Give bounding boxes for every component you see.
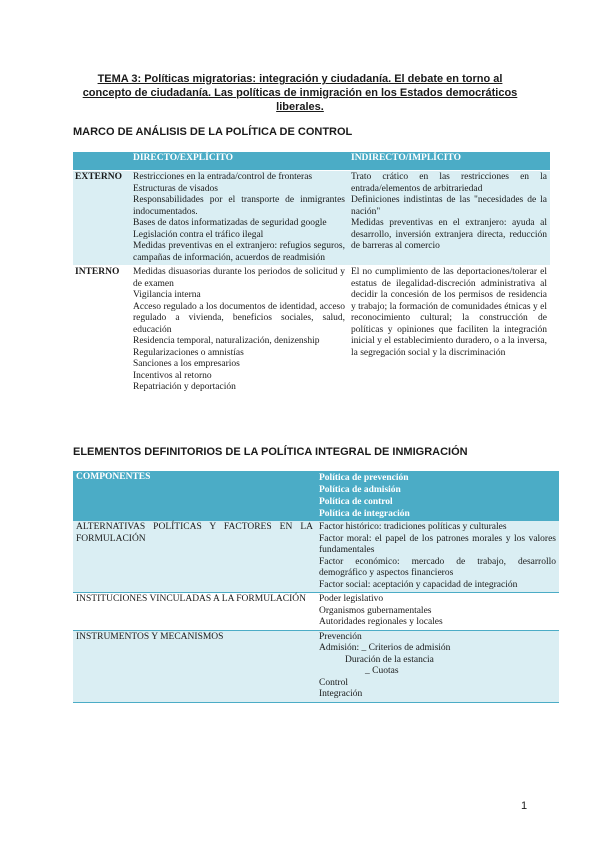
list-item: Legislación contra el tráfico ilegal: [133, 229, 264, 240]
row-label-externo: EXTERNO: [73, 171, 130, 266]
list-item: Sanciones a los empresarios: [133, 359, 240, 369]
list-item: Factor histórico: tradiciones políticas y culturales: [319, 522, 507, 532]
items-cell: [316, 630, 559, 702]
table-header-row: [73, 471, 559, 521]
items-cell: [316, 593, 559, 631]
externo-direct-cell: [130, 171, 348, 266]
policy-item: Política de prevención: [319, 473, 409, 483]
header-cell-policies: [316, 471, 559, 521]
list-item: Organismos gubernamentales: [319, 605, 432, 616]
list-item: Autoridades regionales y locales: [319, 617, 443, 627]
table-row-externo: [73, 171, 550, 266]
list-item: Acceso regulado a los documentos de identidad, acceso regulado a vivienda, beneficios sociales, salud, educación: [133, 301, 345, 335]
list-item: Definiciones indistintas de las "necesidades de la nación": [351, 195, 547, 217]
list-item: Trato crático en las restricciones en la entrada/elementos de arbitrariedad: [351, 172, 547, 194]
table-header-row: [73, 152, 550, 171]
list-item: Estructuras de visados: [133, 183, 218, 194]
row-label-interno: INTERNO: [75, 267, 120, 277]
externo-indirect-cell: [348, 171, 550, 266]
list-item: Incentivos al retorno: [133, 370, 212, 381]
table-row: [73, 521, 559, 593]
list-item: Control: [319, 677, 349, 688]
section-heading-control: MARCO DE ANÁLISIS DE LA POLÍTICA DE CONTROL: [73, 126, 353, 138]
items-cell: [316, 521, 559, 593]
component-cell: INSTITUCIONES VINCULADAS A LA FORMULACIÓN: [73, 593, 316, 631]
component-cell: INSTRUMENTOS Y MECANISMOS: [73, 630, 316, 702]
page-number: 1: [521, 800, 528, 812]
policy-item: Política de integración: [319, 509, 410, 519]
page-title: TEMA 3: Políticas migratorias: integración y ciudadanía. El debate en torno al concepto de ciudadanía. Las políticas de inmigración en los Estados democráticos liberales.: [82, 73, 518, 113]
list-item: _ Cuotas: [365, 666, 399, 676]
list-item: Responsabilidades por el transporte de inmigrantes indocumentados.: [133, 195, 345, 217]
list-item: Prevención: [319, 631, 362, 642]
interno-direct-cell: [130, 266, 348, 395]
table-row-interno: [73, 266, 550, 395]
list-item: Medidas preventivas en el extranjero: refugios seguros, campañas de información, acuerdos de readmisión: [133, 241, 345, 263]
table-row: [73, 630, 559, 702]
list-item: Regularizaciones o amnistías: [133, 347, 244, 358]
component-cell: ALTERNATIVAS POLÍTICAS Y FACTORES EN LA FORMULACIÓN: [73, 521, 316, 593]
list-item: Medidas disuasorias durante los periodos de solicitud y de examen: [133, 267, 345, 289]
integral-policy-table: [73, 471, 559, 703]
policy-item: Política de control: [319, 497, 393, 507]
header-cell-indirect: INDIRECTO/IMPLÍCITO: [348, 152, 550, 171]
list-item: Repatriación y deportación: [133, 382, 236, 392]
list-item: Factor social: aceptación y capacidad de integración: [319, 579, 518, 590]
list-item: Factor moral: el papel de los patrones morales y los valores fundamentales: [319, 533, 556, 555]
list-item: Vigilancia interna: [133, 290, 201, 300]
list-item: Integración: [319, 689, 363, 699]
list-item: Medidas preventivas en el extranjero: ayuda al desarrollo, inversión extranjera directa, reducción de barreras al comercio: [351, 218, 547, 251]
list-item: Poder legislativo: [319, 594, 384, 604]
list-item: Duración de la estancia: [345, 654, 434, 665]
list-item: Admisión: _ Criterios de admisión: [319, 643, 451, 653]
section-heading-elements: ELEMENTOS DEFINITORIOS DE LA POLÍTICA INTEGRAL DE INMIGRACIÓN: [73, 446, 468, 458]
interno-indirect-cell: El no cumplimiento de las deportaciones/tolerar el estatus de ilegalidad-discreción administrativa al decidir la concesión de los permisos de residencia y trabajo; la formación de comunidades étnicas y el reconocimiento cultural; la construcción de políticas y opiniones que faciliten la integración inicial y el establecimiento duradero, o a la inversa, la segregación social y la discriminación: [351, 267, 547, 358]
header-cell-direct: DIRECTO/EXPLÍCITO: [130, 152, 348, 171]
header-cell-components: COMPONENTES: [73, 471, 316, 521]
list-item: Restricciones en la entrada/control de fronteras: [133, 172, 313, 182]
list-item: Factor económico: mercado de trabajo, desarrollo demográfico y aspectos financieros: [319, 556, 556, 578]
header-cell-empty: [73, 152, 130, 171]
table-row: [73, 593, 559, 631]
control-policy-table: [73, 152, 550, 395]
list-item: Residencia temporal, naturalización, denizenship: [133, 336, 320, 346]
list-item: Bases de datos informatizadas de seguridad google: [133, 218, 327, 228]
policy-item: Política de admisión: [319, 485, 401, 495]
